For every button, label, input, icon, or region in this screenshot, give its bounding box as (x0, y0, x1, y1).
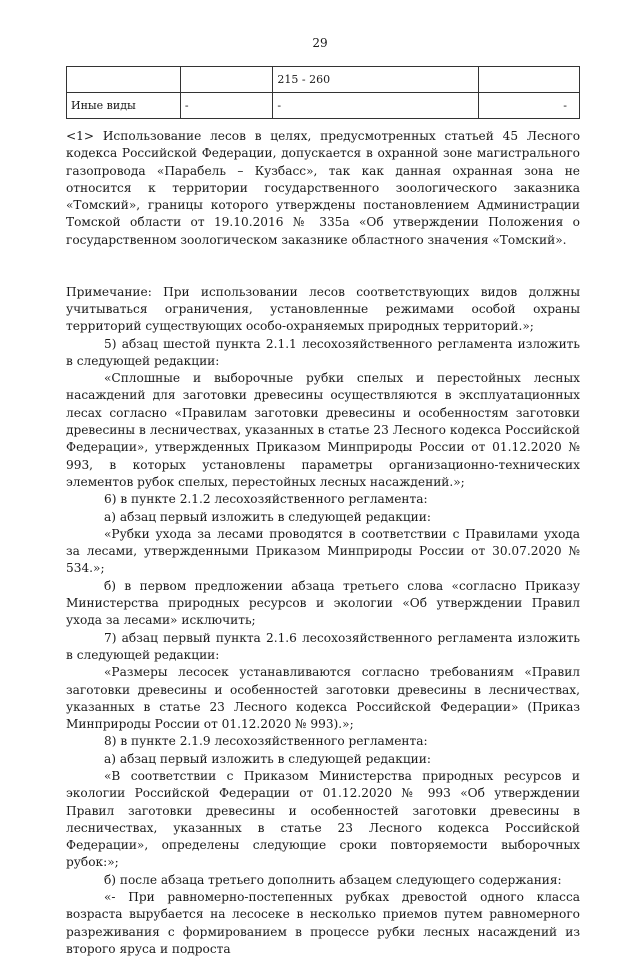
table-cell (67, 67, 181, 93)
table-cell: Иные виды (67, 93, 181, 119)
amendment-paragraph: б) в первом предложении абзаца третьего слова «согласно Приказу Министерства природных ресурсов и экологии «Об утверждении Правил ухода за лесами» исключить; (66, 578, 580, 628)
paragraph-gap (66, 266, 580, 283)
page-number: 29 (312, 36, 328, 50)
amendment-paragraph: б) после абзаца третьего дополнить абзацем следующего содержания: (104, 872, 562, 887)
table-row (67, 67, 580, 93)
table-cell (180, 67, 273, 93)
quoted-paragraph: «Рубки ухода за лесами проводятся в соответствии с Правилами ухода за лесами, утвержденными Приказом Минприроды России от 30.07.2020 № 534.»; (66, 526, 580, 576)
table-cell: - (180, 93, 273, 119)
quoted-paragraph: «Сплошные и выборочные рубки спелых и перестойных лесных насаждений для заготовки древесины осуществляются в эксплуатационных лесах согласно «Правилам заготовки древесины и особенностям заготовки древесины в лесничествах, указанных в статье 23 Лесного кодекса Российской Федерации», утвержденных Приказом Минприроды России от 01.12.2020 № 993, в которых установлены параметры организационно-технических элементов рубок спелых, перестойных лесных насаждений.»; (66, 371, 580, 489)
footnote-paragraph: <1> Использование лесов в целях, предусмотренных статьей 45 Лесного кодекса Российской Федерации, допускается в охранной зоне магистрального газопровода «Парабель – Кузбасс», так как данная охранная зона не относится к территории государственного зоологического заказника «Томский», границы которого утверждены постановлением Администрации Томской области от 19.10.2016 № 335а «Об утверждении Положения о государственном зоологическом заказнике областного значения «Томский». (66, 129, 580, 247)
amendment-paragraph: а) абзац первый изложить в следующей редакции: (104, 751, 431, 766)
table-row (67, 93, 580, 119)
quoted-paragraph: «- При равномерно-постепенных рубках древостой одного класса возраста вырубается на лесосеке в несколько приемов путем равномерного разреживания с формированием в процессе рубки лесных насаждений из второго яруса и подроста (66, 890, 580, 956)
quoted-paragraph: «Размеры лесосек устанавливаются согласно требованиям «Правил заготовки древесины и особенностей заготовки древесины в лесничествах, указанных в статье 23 Лесного кодекса Российской Федерации» (Приказ Минприроды России от 01.12.2020 № 993).»; (66, 665, 580, 732)
forest-use-table (66, 66, 580, 119)
amendment-paragraph: 8) в пункте 2.1.9 лесохозяйственного регламента: (104, 734, 428, 749)
quoted-paragraph: «В соответствии с Приказом Министерства природных ресурсов и экологии Российской Федерации от 01.12.2020 № 993 «Об утверждении Правил заготовки древесины и особенностей заготовки древесины в лесничествах, указанных в статье 23 Лесного кодекса Российской Федерации», определены следующие сроки повторяемости выборочных рубок:»; (66, 768, 580, 870)
amendment-paragraph: 7) абзац первый пункта 2.1.6 лесохозяйственного регламента изложить в следующей редакции: (66, 630, 580, 662)
amendment-paragraph: 5) абзац шестой пункта 2.1.1 лесохозяйственного регламента изложить в следующей редакции: (66, 336, 580, 368)
amendment-paragraph: а) абзац первый изложить в следующей редакции: (104, 509, 431, 524)
paragraph-gap (66, 249, 580, 266)
table-cell: - (479, 93, 580, 119)
table-cell: 215 - 260 (273, 67, 479, 93)
amendment-paragraph: 6) в пункте 2.1.2 лесохозяйственного регламента: (104, 492, 428, 507)
note-paragraph: Примечание: При использовании лесов соответствующих видов должны учитываться ограничения, установленные режимами особой охраны территорий существующих особо-охраняемых природных территорий.»; (66, 284, 580, 334)
table-cell (479, 67, 580, 93)
table-cell: - (273, 93, 479, 119)
document-body (66, 128, 580, 958)
